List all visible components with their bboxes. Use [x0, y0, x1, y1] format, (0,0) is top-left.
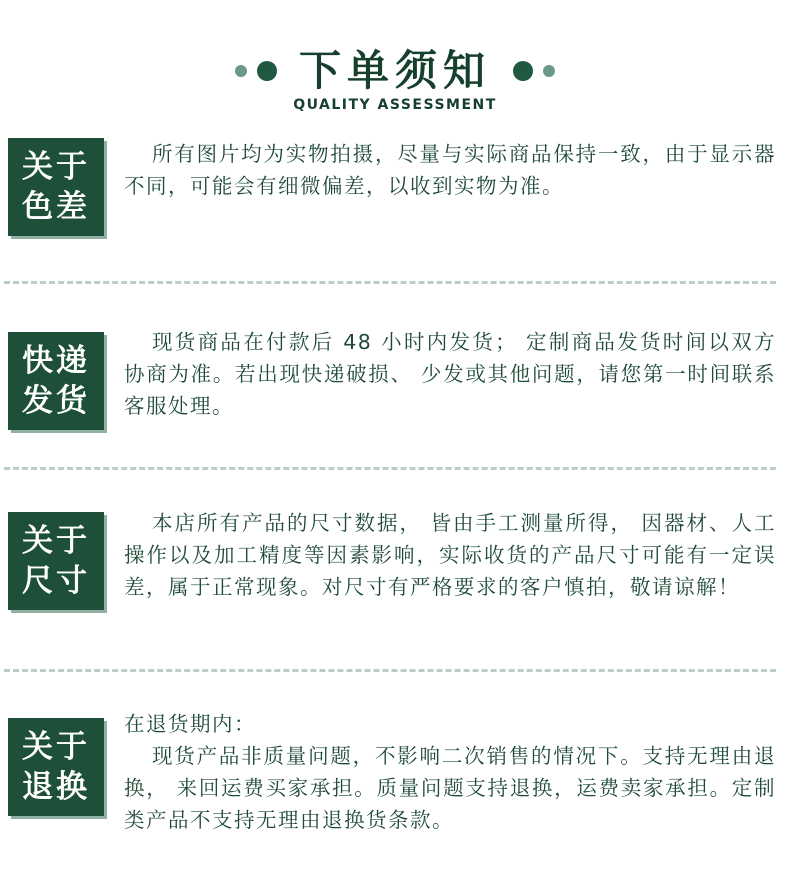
dot-decoration-icon	[257, 61, 277, 81]
divider	[4, 467, 776, 470]
section-text	[124, 708, 776, 836]
dot-decoration-icon	[513, 61, 533, 81]
page-title: 下单须知	[298, 46, 491, 95]
dot-decoration-icon	[543, 65, 555, 77]
badge-label: 色差	[22, 189, 90, 225]
dot-decoration-icon	[235, 65, 247, 77]
badge-label: 关于	[22, 149, 90, 185]
section-paragraph: 本店所有产品的尺寸数据， 皆由手工测量所得， 因器材、人工操作以及加工精度等因素影响，实际收货的产品尺寸可能有一定误差，属于正常现象。对尺寸有严格要求的客户慎拍，敬请谅解！	[124, 511, 776, 599]
section-paragraph: 在退货期内：	[124, 712, 256, 736]
badge-label: 关于	[22, 523, 90, 559]
section-badge	[8, 512, 104, 610]
section-text	[124, 138, 776, 202]
section-paragraph: 现货商品在付款后 48 小时内发货； 定制商品发货时间以双方协商为准。若出现快递破损、 少发或其他问题，请您第一时间联系客服处理。	[124, 330, 776, 418]
page-subtitle: QUALITY ASSESSMENT	[293, 97, 497, 113]
section-badge	[8, 718, 104, 816]
header	[0, 0, 790, 125]
divider	[4, 281, 776, 284]
badge-label: 退换	[22, 769, 90, 805]
title-row	[0, 42, 790, 100]
badge-label: 尺寸	[22, 563, 90, 599]
badge-label: 发货	[22, 383, 90, 419]
section-text	[124, 326, 776, 422]
badge-label: 关于	[22, 729, 90, 765]
badge-label: 快递	[22, 343, 90, 379]
section-badge	[8, 138, 104, 236]
section-paragraph: 现货产品非质量问题，不影响二次销售的情况下。支持无理由退换， 来回运费买家承担。质量问题支持退换，运费卖家承担。定制类产品不支持无理由退换货条款。	[124, 744, 776, 832]
section-text	[124, 507, 776, 603]
section-badge	[8, 332, 104, 430]
divider	[4, 669, 776, 672]
section-paragraph: 所有图片均为实物拍摄，尽量与实际商品保持一致，由于显示器不同，可能会有细微偏差，以收到实物为准。	[124, 142, 776, 198]
